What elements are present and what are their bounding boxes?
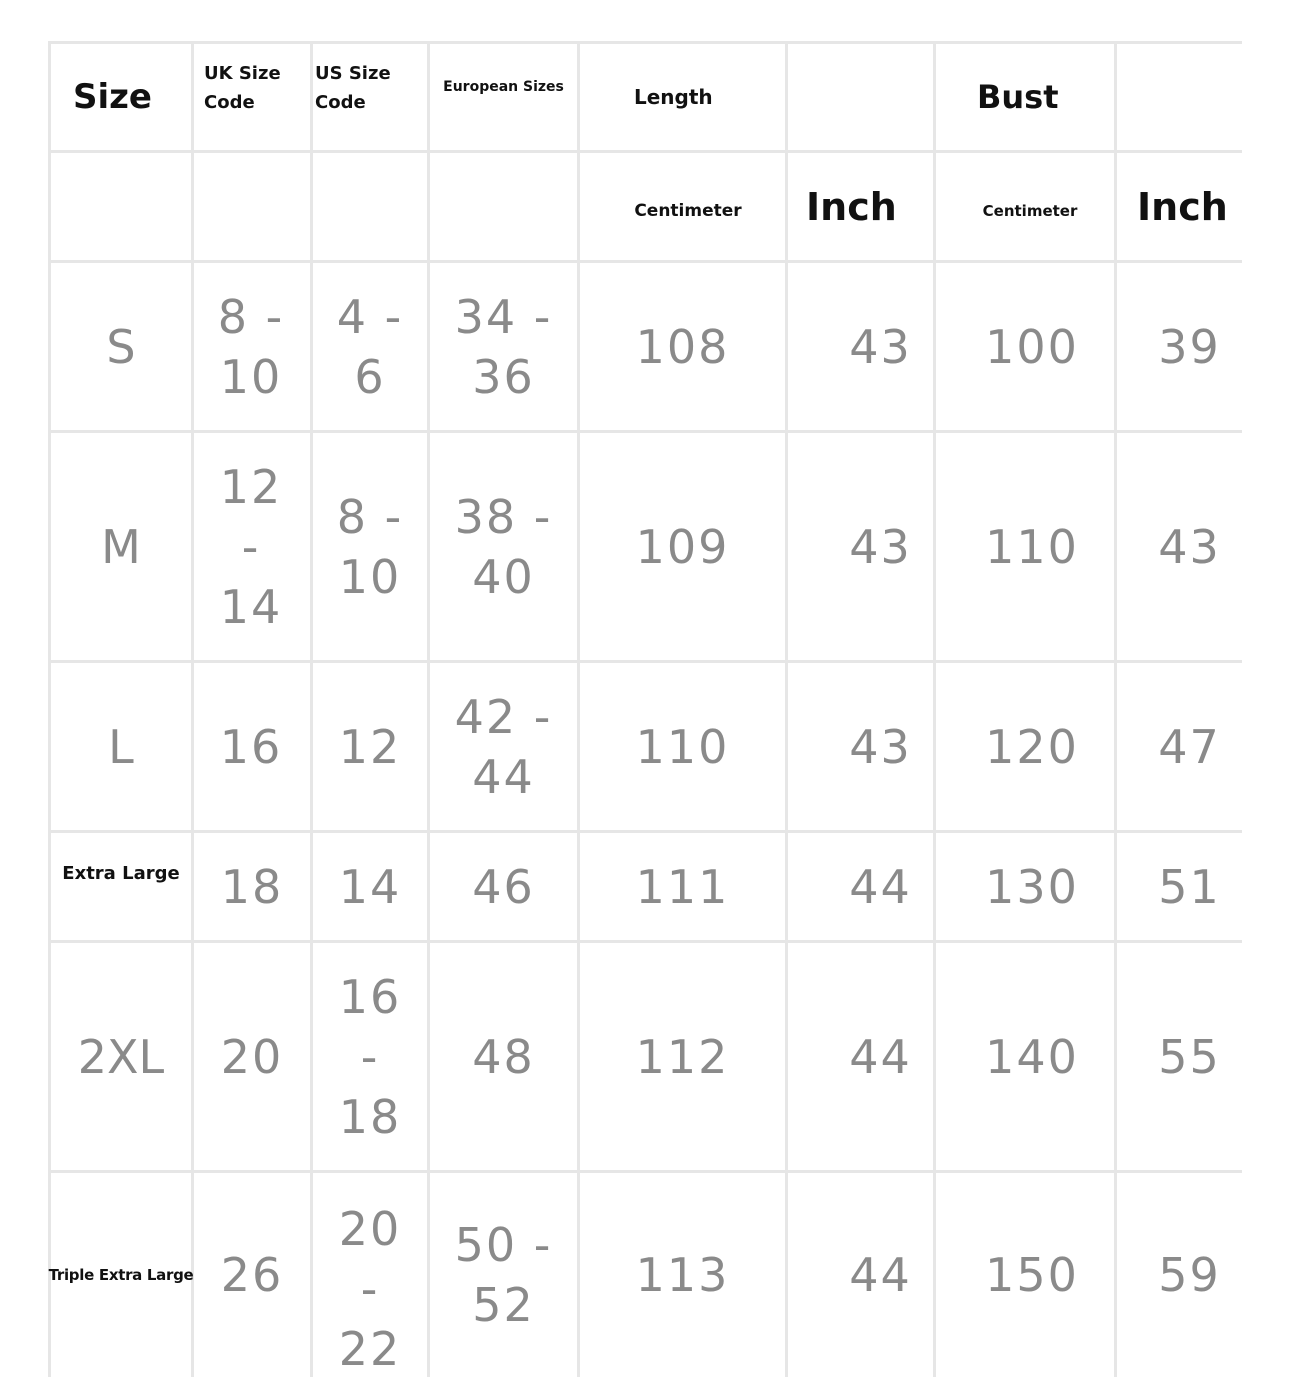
bust-cm-cell: 120: [985, 719, 1079, 774]
bust-cm-cell: 100: [985, 319, 1079, 374]
us-size-cell: 4 - 6: [336, 289, 404, 404]
bust-cm-cell: 110: [985, 519, 1079, 574]
column-divider: [427, 41, 430, 1377]
bust-cm-cell: 150: [985, 1248, 1079, 1302]
uk-size-cell: 8 - 10: [217, 289, 285, 404]
size-cell: 2XL: [77, 1029, 165, 1084]
length-cm-cell: 108: [635, 319, 730, 374]
length-inch-cell: 43: [849, 719, 912, 774]
length-inch-cell: 44: [849, 1029, 912, 1084]
uk-size-cell: 20: [220, 1029, 284, 1084]
eu-size-cell: 50 - 52: [454, 1218, 553, 1332]
us-size-cell: 14: [338, 859, 402, 914]
header-bust-inch: Inch: [1137, 184, 1228, 229]
size-cell: L: [108, 719, 134, 774]
uk-size-cell: 26: [220, 1248, 284, 1302]
us-size-cell: 16 - 18: [338, 969, 402, 1144]
length-inch-cell: 44: [849, 859, 912, 914]
us-size-cell: 12: [338, 719, 402, 774]
uk-size-cell: 16: [219, 719, 283, 774]
length-cm-cell: 112: [635, 1029, 730, 1084]
eu-size-cell: 42 - 44: [454, 689, 553, 804]
column-divider: [310, 41, 313, 1377]
uk-size-cell: 12 - 14: [219, 459, 283, 634]
eu-size-cell: 48: [472, 1029, 535, 1084]
header-size: Size: [73, 77, 152, 117]
header-european-sizes: European Sizes: [443, 79, 564, 95]
us-size-cell: 20 - 22: [338, 1202, 402, 1376]
length-cm-cell: 109: [635, 519, 730, 574]
eu-size-cell: 38 - 40: [454, 489, 553, 604]
bust-inch-cell: 39: [1158, 319, 1221, 374]
bust-cm-cell: 140: [985, 1029, 1079, 1084]
bust-inch-cell: 51: [1158, 859, 1221, 914]
bust-inch-cell: 43: [1158, 519, 1221, 574]
size-cell: S: [106, 319, 136, 374]
header-bust: Bust: [977, 78, 1059, 116]
header-us-size-code: US Size Code: [315, 63, 391, 113]
eu-size-cell: 34 - 36: [454, 289, 553, 404]
us-size-cell: 8 - 10: [336, 489, 404, 604]
size-cell: Triple Extra Large: [48, 1266, 194, 1284]
bust-inch-cell: 55: [1158, 1029, 1221, 1084]
bust-inch-cell: 59: [1158, 1248, 1221, 1302]
eu-size-cell: 46: [472, 859, 535, 914]
size-cell: Extra Large: [62, 862, 180, 884]
header-bust-centimeter: Centimeter: [982, 201, 1078, 220]
bust-cm-cell: 130: [985, 859, 1079, 914]
length-cm-cell: 111: [635, 859, 730, 914]
size-cell: M: [101, 519, 141, 574]
header-length-centimeter: Centimeter: [634, 200, 742, 221]
bust-inch-cell: 47: [1158, 719, 1221, 774]
uk-size-cell: 18: [220, 859, 284, 914]
length-cm-cell: 113: [635, 1248, 730, 1302]
size-table: [48, 41, 1242, 1377]
length-inch-cell: 43: [849, 319, 912, 374]
header-length: Length: [634, 85, 713, 109]
length-inch-cell: 43: [849, 519, 912, 574]
length-cm-cell: 110: [635, 719, 730, 774]
header-length-inch: Inch: [806, 184, 897, 229]
length-inch-cell: 44: [849, 1248, 912, 1302]
header-uk-size-code: UK Size Code: [204, 63, 281, 113]
